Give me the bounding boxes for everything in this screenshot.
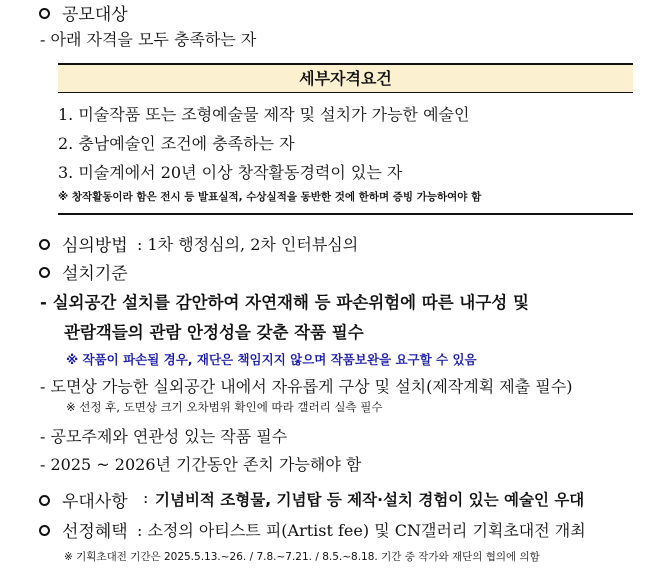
qualification-box-title: 세부자격요건 — [58, 65, 633, 93]
section-heading-install-criteria: 설치기준 — [62, 264, 128, 284]
circle-bullet-icon — [39, 525, 50, 536]
preference-label: 우대사항 — [62, 492, 128, 512]
review-method-label: 심의방법 — [62, 236, 128, 256]
qualification-item-2: 2. 충남예술인 조건에 충족하는 자 — [58, 134, 295, 153]
preference-value: 기념비적 조형물, 기념탑 등 제작·설치 경험이 있는 예술인 우대 — [155, 491, 585, 509]
install-criteria-line4: - 공모주제와 연관성 있는 작품 필수 — [40, 427, 288, 446]
circle-bullet-icon — [39, 8, 50, 19]
recruitment-target-desc: - 아래 자격을 모두 충족하는 자 — [40, 30, 257, 49]
qualification-item-1: 1. 미술작품 또는 조형예술물 제작 및 설치가 가능한 예술인 — [58, 105, 470, 124]
damage-disclaimer-note: ※ 작품이 파손될 경우, 재단은 책임지지 않으며 작품보완을 요구할 수 있음 — [66, 352, 477, 367]
review-method-value: : 1차 행정심의, 2차 인터뷰심의 — [137, 235, 359, 254]
benefit-value: : 소정의 아티스트 피(Artist fee) 및 CN갤러리 기획초대전 개최 — [137, 521, 586, 540]
circle-bullet-icon — [39, 239, 50, 250]
qualification-box — [58, 63, 633, 215]
section-heading-recruitment-target: 공모대상 — [62, 5, 128, 25]
install-criteria-line5: - 2025 ~ 2026년 기간동안 존치 가능해야 함 — [40, 455, 362, 474]
install-criteria-line3: - 도면상 가능한 실외공간 내에서 자유롭게 구상 및 설치(제작계획 제출 필수) — [40, 377, 573, 396]
install-criteria-note3: ※ 선정 후, 도면상 크기 오차범위 확인에 따라 갤러리 실측 필수 — [66, 400, 383, 414]
circle-bullet-icon — [39, 267, 50, 278]
install-criteria-bold-line1: - 실외공간 설치를 감안하여 자연재해 등 파손위험에 따른 내구성 및 — [40, 293, 529, 312]
install-criteria-bold-line2: 관람객들의 관람 안정성을 갖춘 작품 필수 — [64, 323, 364, 342]
preference-colon: : — [143, 488, 149, 507]
qualification-note: ※ 창작활동이라 함은 전시 등 발표실적, 수상실적을 동반한 것에 한하며 증빙 가능하여야 함 — [58, 191, 482, 203]
circle-bullet-icon — [39, 495, 50, 506]
benefit-label: 선정혜택 — [62, 522, 128, 542]
qualification-item-3: 3. 미술계에서 20년 이상 창작활동경력이 있는 자 — [58, 163, 403, 182]
benefit-note: ※ 기획초대전 기간은 2025.5.13.~26. / 7.8.~7.21. / 8.5.~8.18. 기간 중 작가와 재단의 협의에 의함 — [64, 551, 540, 563]
